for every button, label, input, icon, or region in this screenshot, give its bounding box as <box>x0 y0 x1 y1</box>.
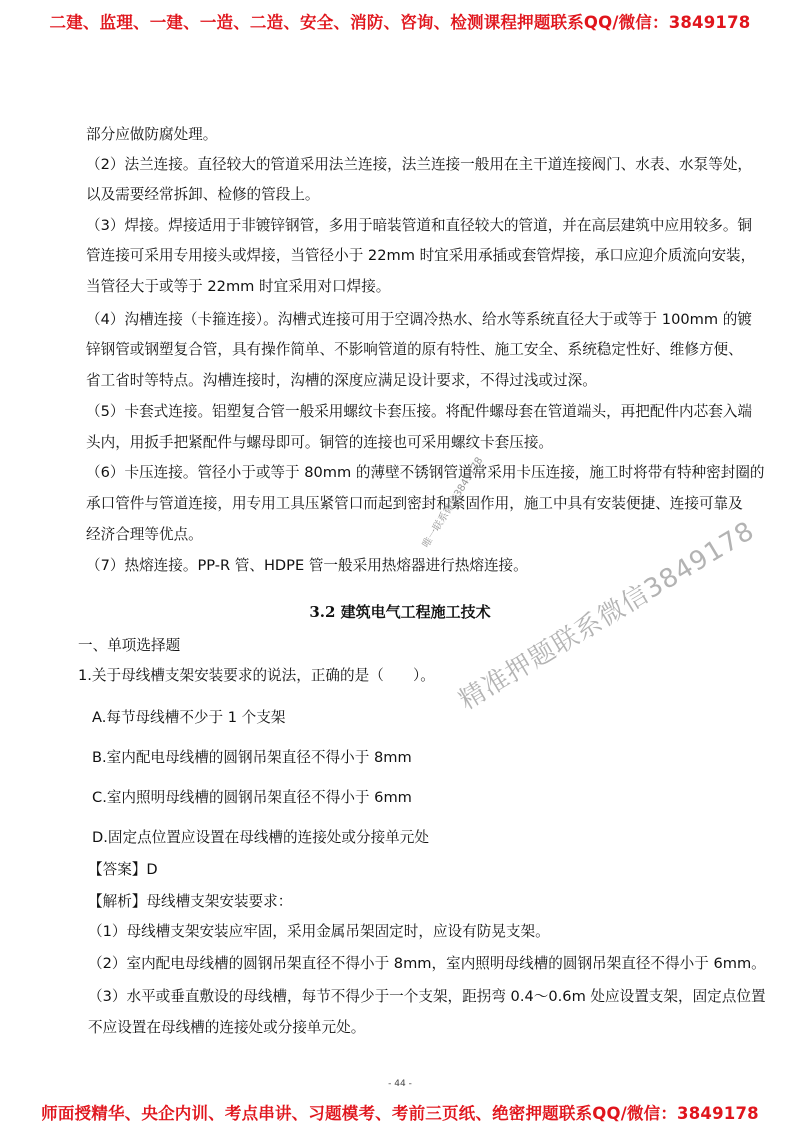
option-d: D.固定点位置应设置在母线槽的连接处或分接单元处 <box>92 829 429 846</box>
body-line: 头内，用扳手把紧配件与螺母即可。铜管的连接也可采用螺纹卡套压接。 <box>86 434 554 451</box>
footer-banner: 师面授精华、央企内训、考点串讲、习题模考、考前三页纸、绝密押题联系QQ/微信：3849178 <box>41 1104 759 1123</box>
analysis-heading: 【解析】母线槽支架安装要求： <box>88 893 293 910</box>
watermark-diagonal: 精准押题联系微信3849178 <box>454 515 760 717</box>
body-line: 部分应做防腐处理。 <box>86 126 218 143</box>
body-line: （2）法兰连接。直径较大的管道采用法兰连接，法兰连接一般用在主干道连接阀门、水表、水泵等处， <box>86 156 753 173</box>
question-stem: 1.关于母线槽支架安装要求的说法，正确的是（ ）。 <box>78 667 435 684</box>
analysis-line: （3）水平或垂直敷设的母线槽，每节不得少于一个支架，距拐弯 0.4～0.6m 处应设置支架，固定点位置 <box>88 988 766 1005</box>
analysis-line: （2）室内配电母线槽的圆钢吊架直径不得小于 8mm，室内照明母线槽的圆钢吊架直径不得小于 6mm。 <box>88 955 766 972</box>
analysis-line: 不应设置在母线槽的连接处或分接单元处。 <box>88 1019 366 1036</box>
body-line: 当管径大于或等于 22mm 时宜采用对口焊接。 <box>86 278 391 295</box>
body-line: （6）卡压连接。管径小于或等于 80mm 的薄壁不锈钢管道常采用卡压连接，施工时将带有特种密封圈的 <box>86 464 765 481</box>
option-b: B.室内配电母线槽的圆钢吊架直径不得小于 8mm <box>92 749 412 766</box>
body-line: 管连接可采用专用接头或焊接，当管径小于 22mm 时宜采用承插或套管焊接，承口应迎介质流向安装， <box>86 247 756 264</box>
body-line: （5）卡套式连接。铝塑复合管一般采用螺纹卡套压接。将配件螺母套在管道端头，再把配件内芯套入端 <box>86 403 753 420</box>
analysis-line: （1）母线槽支架安装应牢固，采用金属吊架固定时，应设有防晃支架。 <box>88 923 550 940</box>
option-c: C.室内照明母线槽的圆钢吊架直径不得小于 6mm <box>92 789 412 806</box>
body-line: 承口管件与管道连接，用专用工具压紧管口而起到密封和紧固作用，施工中具有安装便捷、连接可靠及 <box>86 495 743 512</box>
page-number: - 44 - <box>388 1079 412 1089</box>
watermark-small: 唯一联系微信3849178 <box>420 455 486 550</box>
option-a: A.每节母线槽不少于 1 个支架 <box>92 709 286 726</box>
body-line: （7）热熔连接。PP-R 管、HDPE 管一般采用热熔器进行热熔连接。 <box>86 557 528 574</box>
body-line: 以及需要经常拆卸、检修的管段上。 <box>86 186 320 203</box>
body-line: 锌钢管或钢塑复合管，具有操作简单、不影响管道的原有特性、施工安全、系统稳定性好、维修方便、 <box>86 341 743 358</box>
body-line: （4）沟槽连接（卡箍连接）。沟槽式连接可用于空调冷热水、给水等系统直径大于或等于 100mm 的镀 <box>86 311 752 328</box>
body-line: （3）焊接。焊接适用于非镀锌钢管，多用于暗装管道和直径较大的管道，并在高层建筑中应用较多。铜 <box>86 217 753 234</box>
header-banner: 二建、监理、一建、一造、二造、安全、消防、咨询、检测课程押题联系QQ/微信：3849178 <box>49 13 751 32</box>
body-line: 省工省时等特点。沟槽连接时，沟槽的深度应满足设计要求，不得过浅或过深。 <box>86 372 597 389</box>
answer: 【答案】D <box>88 861 158 878</box>
body-line: 经济合理等优点。 <box>86 526 203 543</box>
question-type-heading: 一、单项选择题 <box>78 637 181 654</box>
section-title: 3.2 建筑电气工程施工技术 <box>309 603 491 621</box>
